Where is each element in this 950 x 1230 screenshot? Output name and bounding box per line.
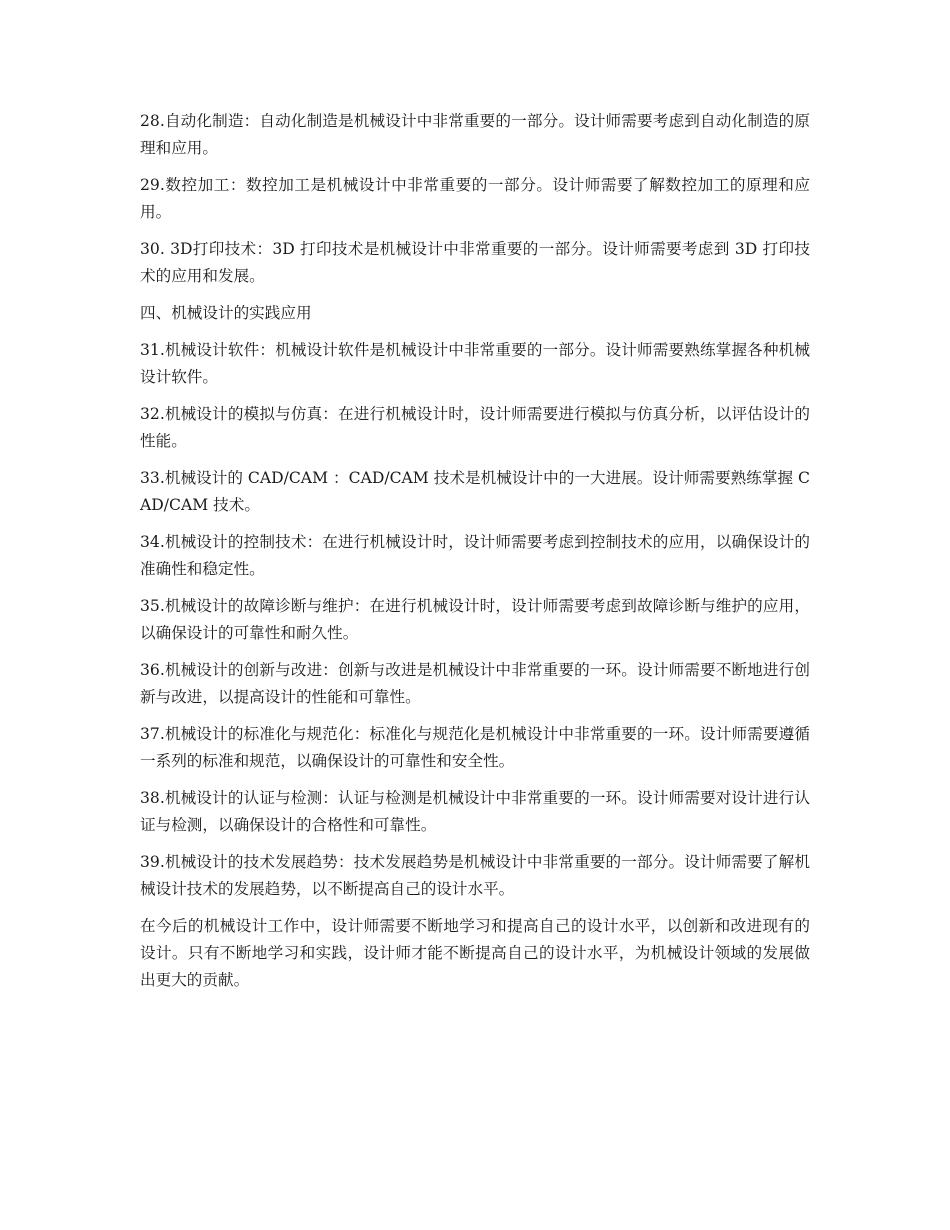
document-body bbox=[140, 108, 810, 1004]
closing-paragraph: 在今后的机械设计工作中，设计师需要不断地学习和提高自己的设计水平，以创新和改进现有的设计。只有不断地学习和实践，设计师才能不断提高自己的设计水平，为机械设计领域的发展做出更大的贡献。 bbox=[140, 917, 810, 989]
paragraph-item-29: 29.数控加工：数控加工是机械设计中非常重要的一部分。设计师需要了解数控加工的原理和应用。 bbox=[140, 176, 810, 221]
paragraph-item-37: 37.机械设计的标准化与规范化：标准化与规范化是机械设计中非常重要的一环。设计师需要遵循一系列的标准和规范，以确保设计的可靠性和安全性。 bbox=[140, 725, 810, 770]
paragraph-item-36: 36.机械设计的创新与改进：创新与改进是机械设计中非常重要的一环。设计师需要不断地进行创新与改进，以提高设计的性能和可靠性。 bbox=[140, 661, 810, 706]
paragraph-item-34: 34.机械设计的控制技术：在进行机械设计时，设计师需要考虑到控制技术的应用，以确保设计的准确性和稳定性。 bbox=[140, 533, 810, 578]
paragraph-item-32: 32.机械设计的模拟与仿真：在进行机械设计时，设计师需要进行模拟与仿真分析，以评估设计的性能。 bbox=[140, 405, 810, 450]
paragraph-item-33: 33.机械设计的 CAD/CAM ：CAD/CAM 技术是机械设计中的一大进展。设计师需要熟练掌握 CAD/CAM 技术。 bbox=[140, 469, 810, 514]
paragraph-item-28: 28.自动化制造：自动化制造是机械设计中非常重要的一部分。设计师需要考虑到自动化制造的原理和应用。 bbox=[140, 112, 810, 157]
paragraph-item-38: 38.机械设计的认证与检测：认证与检测是机械设计中非常重要的一环。设计师需要对设计进行认证与检测，以确保设计的合格性和可靠性。 bbox=[140, 789, 810, 834]
paragraph-item-39: 39.机械设计的技术发展趋势：技术发展趋势是机械设计中非常重要的一部分。设计师需要了解机械设计技术的发展趋势，以不断提高自己的设计水平。 bbox=[140, 853, 810, 898]
section-heading: 四、机械设计的实践应用 bbox=[140, 304, 312, 322]
paragraph-item-30: 30. 3D打印技术：3D 打印技术是机械设计中非常重要的一部分。设计师需要考虑到 3D 打印技术的应用和发展。 bbox=[140, 240, 810, 285]
paragraph-item-31: 31.机械设计软件：机械设计软件是机械设计中非常重要的一部分。设计师需要熟练掌握各种机械设计软件。 bbox=[140, 341, 810, 386]
paragraph-item-35: 35.机械设计的故障诊断与维护：在进行机械设计时，设计师需要考虑到故障诊断与维护的应用，以确保设计的可靠性和耐久性。 bbox=[140, 597, 810, 642]
